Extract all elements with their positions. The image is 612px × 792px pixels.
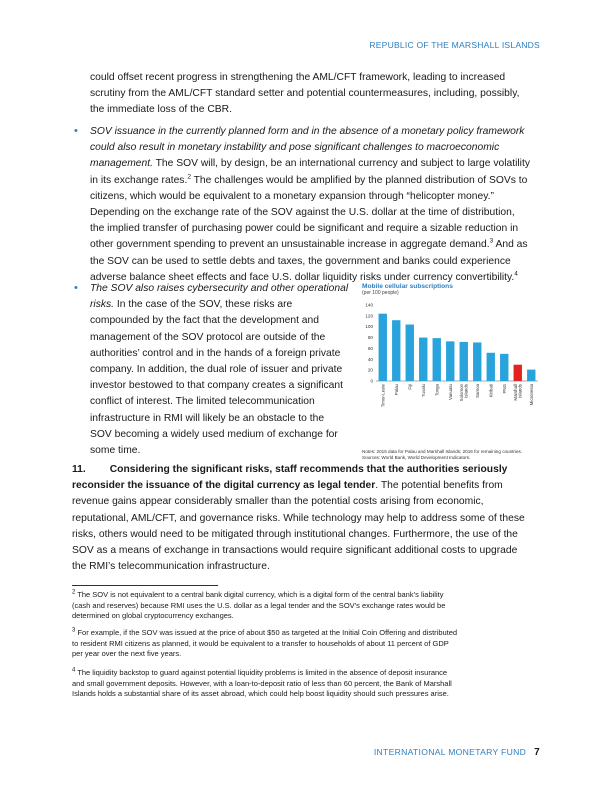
text-fragment: The SOV is not equivalent to a central bank digital currency, which is a digital form of the central bank’s liability xyxy=(77,590,444,599)
bar xyxy=(487,353,495,381)
text-line: and small government deposits. However, with a loan-to-deposit ratio of less than 60 percent, the Bank of Marshall xyxy=(72,678,452,688)
text-line: management of the SOV protocol are outside of the xyxy=(90,331,326,343)
text-line: revenue gains appear considerably smaller than the potential costs arising from economic, xyxy=(72,496,484,508)
bar xyxy=(460,342,468,381)
text-fragment: in its exchange rates. xyxy=(90,174,188,186)
text-fragment: risks. xyxy=(90,299,115,311)
text-line: compounded by the fact that the development and xyxy=(90,315,319,327)
x-tick-label: Palau xyxy=(393,384,399,396)
bar xyxy=(473,342,481,381)
paragraph-number: 11. xyxy=(72,464,86,475)
y-tick-label: 0 xyxy=(370,378,373,384)
footnote-number: 4 xyxy=(72,667,76,674)
text-line: the RMI’s telecommunication infrastructure. xyxy=(72,561,270,573)
text-fragment: For example, if the SOV was issued at the price of about $50 as targeted at the Initial Coin Offering and distributed xyxy=(77,628,458,637)
paragraph-11 xyxy=(72,462,540,575)
bullet-icon: • xyxy=(74,282,78,294)
text-fragment: The liquidity backstop to guard against potential liquidity problems is limited in the absence of deposit insurance xyxy=(77,668,448,677)
chart-source: Sources: World Bank, World Development Indicators. xyxy=(362,455,471,461)
footnote-ref: 3 xyxy=(489,238,494,245)
bar xyxy=(514,365,522,381)
text-line: the SOV can be used to settle debts and taxes, the government and banks could experience xyxy=(90,255,511,267)
bullet-cybersecurity xyxy=(90,281,352,459)
page-number: 7 xyxy=(534,747,540,758)
bullet-monetary xyxy=(90,124,540,286)
text-line: SOV issuance in the currently planned form and in the absence of a monetary policy framework xyxy=(90,126,525,137)
y-tick-label: 100 xyxy=(365,324,373,330)
chart-title: Mobile cellular subscriptions xyxy=(362,283,453,290)
text-fragment: management. xyxy=(90,158,153,170)
chart-subtitle: (per 100 people) xyxy=(362,290,399,296)
bar xyxy=(527,370,535,381)
text-fragment: In the case of the SOV, these risks are xyxy=(114,299,293,311)
footnote-4 xyxy=(72,668,542,700)
running-head: REPUBLIC OF THE MARSHALL ISLANDS xyxy=(369,40,540,50)
text-fragment: other government spending to prevent an unsustainable increase in aggregate demand. xyxy=(90,239,490,251)
text-line: citizens, which would be equivalent to a monetary expansion through “helicopter money.” xyxy=(90,190,494,202)
y-tick-label: 40 xyxy=(367,356,373,362)
text-line: some time. xyxy=(90,445,141,457)
bar xyxy=(392,320,400,381)
y-tick-label: 120 xyxy=(365,313,373,319)
text-line: SOV becoming a widely used medium of exchange for xyxy=(90,428,338,440)
y-tick-label: 80 xyxy=(367,335,373,341)
text-line: could also result in monetary instability and pose significant challenges to macroeconomic xyxy=(90,142,500,154)
text-line: could offset recent progress in strengthening the AML/CFT framework, leading to increased xyxy=(90,72,506,83)
footnote-2 xyxy=(72,590,542,622)
text-line: The SOV also raises cybersecurity and other operational xyxy=(90,283,349,294)
text-line: the implied transfer of purchasing power could be significant and require a sizable reduction in xyxy=(90,223,519,235)
text-line: to resident RMI citizens as planned, it would be equivalent to a transfer to households of about 11 percent of GDP xyxy=(72,638,449,648)
footnote-number: 3 xyxy=(72,627,76,634)
text-line: scrutiny from the AML/CFT standard setter and potential countermeasures, including, possibly, xyxy=(90,88,520,100)
x-tick-label: Tonga xyxy=(434,384,440,396)
text-line: infrastructure in RMI will likely be an obstacle to the xyxy=(90,412,325,424)
paragraph-continuation xyxy=(90,70,540,119)
x-tick-label: Tuvalu xyxy=(420,384,426,398)
text-fragment: adverse balance sheet effects and face U.S. dollar liquidity risks under currency convertibility. xyxy=(90,271,515,283)
x-tick-label: MarshallIslands xyxy=(512,384,523,401)
x-tick-label: Vanuatu xyxy=(447,384,453,401)
text-fragment: Considering the significant risks, staff recommends that the authorities seriously xyxy=(109,464,508,475)
chart-panel xyxy=(362,283,542,296)
x-tick-label: SolomonIslands xyxy=(458,384,469,402)
y-tick-label: 60 xyxy=(367,345,373,351)
text-line: company. In addition, the dual role of issuer and private xyxy=(90,364,343,376)
y-tick-label: 140 xyxy=(365,302,373,308)
footer-org: INTERNATIONAL MONETARY FUND xyxy=(373,747,527,757)
text-line: investor bestowed to that company creates a significant xyxy=(90,380,343,392)
footnote-ref: 4 xyxy=(514,270,518,278)
footnote-number: 2 xyxy=(72,589,76,596)
x-tick-label: Samoa xyxy=(474,384,480,398)
text-fragment: And as xyxy=(493,239,528,251)
text-line: Islands holds a substantial share of its asset abroad, which could help boost liquidity should such pressures arise. xyxy=(72,689,449,699)
bar-chart xyxy=(362,299,542,449)
page-footer xyxy=(374,747,540,758)
footnote-divider xyxy=(72,585,218,586)
chart-notes xyxy=(362,449,542,461)
bar xyxy=(446,341,454,381)
text-line: (cash and reserves) because RMI uses the U.S. dollar as a legal tender and the SOV’s exchange rates would be xyxy=(72,600,446,610)
x-tick-label: Fiji xyxy=(407,384,413,390)
text-fragment: The challenges would be amplified by the planned distribution of SOVs to xyxy=(190,174,528,186)
text-line: risks, others would need to be mitigated through institutional changes. Furthermore, the use of the xyxy=(72,528,518,540)
x-tick-label: Kiribati xyxy=(488,384,494,398)
text-line: Depending on the exchange rate of the SOV against the U.S. dollar at the time of distribution, xyxy=(90,207,515,219)
x-tick-label: PNG xyxy=(501,384,507,394)
footnote-3 xyxy=(72,628,542,660)
bar xyxy=(406,325,414,381)
bar xyxy=(419,338,427,381)
x-tick-label: Micronesia xyxy=(528,384,534,406)
text-line: determined on global cryptocurrency exchanges. xyxy=(72,611,234,621)
chart-note: Notes: 2015 data for Palau and Marshall Islands; 2016 for remaining countries. xyxy=(362,449,523,454)
text-line: authorities’ control and in the hands of a foreign private xyxy=(90,347,341,359)
text-line: SOV as a means of exchange in transactions would require significant additional costs to upgrade xyxy=(72,545,518,557)
text-fragment: reconsider the issuance of the digital currency as legal tender xyxy=(72,480,376,492)
text-line: per year over the next five years. xyxy=(72,649,182,659)
footnote-ref: 2 xyxy=(187,173,191,181)
text-line: the immediate loss of the CBR. xyxy=(90,104,232,116)
text-line: reputational, AML/CFT, and governance risks. While technology may help to address some of these xyxy=(72,512,525,524)
y-tick-label: 20 xyxy=(367,367,373,373)
bar xyxy=(379,314,387,381)
bar xyxy=(433,338,441,381)
text-fragment: The SOV will, by design, be an international currency and subject to large volatility xyxy=(152,158,530,170)
text-fragment: . The potential benefits from xyxy=(375,480,503,492)
text-line: conflict of interest. The limited telecommunication xyxy=(90,396,315,408)
bar xyxy=(500,354,508,381)
bullet-icon: • xyxy=(74,125,78,137)
x-tick-label: Timor-Leste xyxy=(380,384,386,408)
